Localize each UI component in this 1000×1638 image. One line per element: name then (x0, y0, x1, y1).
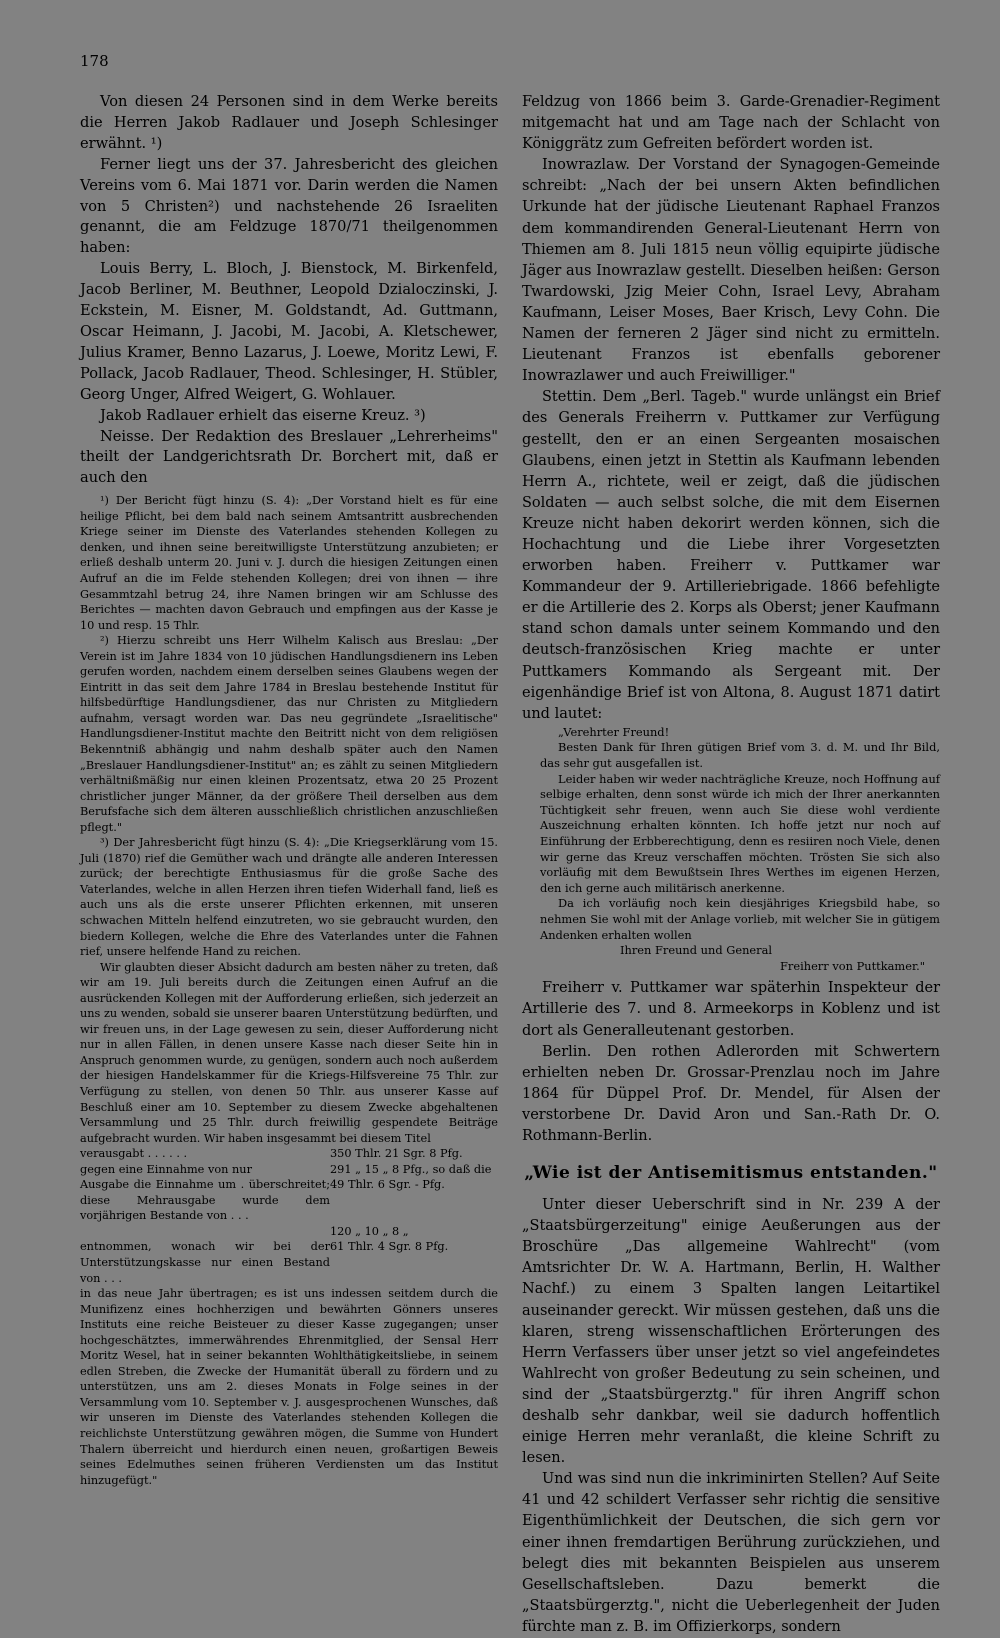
letter-salutation: „Verehrter Freund! (558, 724, 670, 739)
letter-paragraph: Da ich vorläufig noch kein diesjähriges Kriegsbild habe, so nehmen Sie wohl mit der Anlage vorlieb, mit welcher Sie in gütigem Andenken erhalten wollen (540, 896, 940, 942)
quoted-letter (540, 725, 940, 975)
table-row (80, 1162, 498, 1178)
letter-signature: Freiherr von Puttkamer." (780, 958, 926, 973)
account-label: Ausgabe die Einnahme um . überschreitet; diese Mehrausgabe wurde dem vorjährigen Bestande von . . . (80, 1178, 330, 1223)
account-value: 49 Thlr. 6 Sgr. - Pfg. (330, 1178, 445, 1192)
footnote-3-continued: Wir glaubten dieser Absicht dadurch am besten näher zu treten, daß wir am 19. Juli bereits durch die Zeitungen einen Aufruf an die ausrückenden Kollegen mit der Aufforderung erließen, sich jederzeit an uns zu wenden, sobald sie unserer baaren Unterstützung bedürften, und wir freuen uns, in der Lage gewesen zu sein, dieser Aufforderung nicht nur in allen Fällen, in denen unsere Kasse nach dieser Seite hin in Anspruch genommen wurde, zu genügen, sondern auch noch außerdem der hiesigen Handelskammer für die Kriegs-Hilfsvereine 75 Thlr. zur Verfügung zu stellen, von denen 50 Thlr. aus unserer Kasse auf Beschluß einer am 10. September zu diesem Zwecke abgehaltenen Versammlung und 25 Thlr. durch freiwillig gespendete Beiträge aufgebracht wurden. Wir haben insgesammt bei diesem Titel (80, 960, 498, 1145)
footnote-3: ³) Der Jahresbericht fügt hinzu (S. 4): „Die Kriegserklärung vom 15. Juli (1870) rief die Gemüther wach und drängte alle anderen Interessen zurück; der berechtigte Enthusiasmus für die große Sache des Vaterlandes, welche in allen Herzen ihren tiefen Widerhall fand, ließ es auch uns als die erste unserer Pflichten erkennen, mit unseren schwachen Mitteln helfend einzutreten, wo sie gebraucht wurden, den biedern Kollegen, welche die Ehre des Vaterlandes unter die Fahnen rief, unsere helfende Hand zu reichen. (80, 836, 498, 959)
paragraph: Freiherr v. Puttkamer war späterhin Inspekteur der Artillerie des 7. und 8. Armeekorps in Koblenz und ist dort als Generalleutenant gestorben. (522, 980, 940, 1039)
account-value: 61 Thlr. 4 Sgr. 8 Pfg. (330, 1240, 449, 1254)
paragraph: Jakob Radlauer erhielt das eiserne Kreuz. ³) (100, 406, 426, 424)
footnote-2: ²) Hierzu schreibt uns Herr Wilhelm Kalisch aus Breslau: „Der Verein ist im Jahre 1834 von 10 jüdischen Handlungsdienern ins Leben gerufen worden, nachdem einem derselben seines Glaubens wegen der Eintritt in das seit dem Jahre 1784 in Breslau bestehende Institut für hilfsbedürftige Handlungsdiener, das nur Christen zu Mitgliedern aufnahm, versagt worden war. Das neu gegründete „Israelitische" Handlungsdiener-Institut machte den Beitritt nicht von dem religiösen Bekenntniß abhängig und nahm deshalb später auch den Namen „Breslauer Handlungsdiener-Institut" an; es zählt zu seinen Mitgliedern verhältnißmäßig nur einen kleinen Prozentsatz, etwa 20 25 Prozent christlicher junger Männer, da der größere Theil derselben aus dem Berufsfache sich dem älteren ausschließlich christlichen anzuschließen pflegt." (80, 634, 498, 834)
paragraph: Und was sind nun die inkriminirten Stellen? Auf Seite 41 und 42 schildert Verfasser sehr richtig die sensitive Eigenthümlichkeit der Deutschen, die sich gern vor einer ihnen fremdartigen Berührung zurückziehen, und belegt dies mit bekannten Beispielen aus unserem Gesellschaftsleben. Dazu bemerkt die „Staatsbürgerztg.", nicht die Ueberlegenheit der Juden fürchte man z. B. im Offizierkorps, sondern (522, 1471, 940, 1635)
paragraph: Von diesen 24 Personen sind in dem Werke bereits die Herren Jakob Radlauer und Joseph Schlesinger erwähnt. ¹) (80, 93, 498, 152)
section-heading: „Wie ist der Antisemitismus entstanden." (524, 1163, 938, 1184)
paragraph: Stettin. Dem „Berl. Tageb." wurde unlängst ein Brief des Generals Freiherrn v. Puttkamer zur Verfügung gestellt, den er an einen Sergeanten mosaischen Glaubens, einen jetzt in Stettin als Kaufmann lebenden Herrn A., richtete, weil er zeigt, daß die jüdischen Soldaten — auch selbst solche, die mit dem Eisernen Kreuze nicht haben dekorirt werden können, sich die Hochachtung und die Liebe ihrer Vorgesetzten erworben haben. Freiherr v. Puttkamer war Kommandeur der 9. Artilleriebrigade. 1866 befehligte er die Artillerie des 2. Korps als Oberst; jener Kaufmann stand schon damals unter seinem Kommando und den deutsch-französischen Krieg machte er unter Puttkamers Kommando als Sergeant mit. Der eigenhändige Brief ist von Altona, 8. August 1871 datirt und lautet: (522, 389, 940, 722)
table-row (80, 1239, 498, 1286)
table-row (80, 1177, 498, 1224)
account-label: entnommen, wonach wir bei der Unterstützungskasse nur einen Bestand von . . . (80, 1240, 330, 1285)
footnote-1: ¹) Der Bericht fügt hinzu (S. 4): „Der Vorstand hielt es für eine heilige Pflicht, bei dem bald nach seinem Amtsantritt ausbrechenden Kriege seiner im Dienste des Vaterlandes stehenden Kollegen zu denken, und ihnen seine bereitwilligste Unterstützung anzubieten; er erließ deshalb unterm 20. Juni v. J. durch die hiesigen Zeitungen einen Aufruf an die im Felde stehenden Kollegen; drei von ihnen — ihre Gesammtzahl betrug 24, ihre Namen bringen wir am Schlusse des Berichtes — machten davon Gebrauch und empfingen aus der Kasse je 10 und resp. 15 Thlr. (80, 494, 498, 632)
table-row (80, 1146, 498, 1162)
right-main-text (522, 92, 940, 725)
paragraph: Feldzug von 1866 beim 3. Garde-Grenadier-Regiment mitgemacht hat und am Tage nach der Schlacht von Königgrätz zum Gefreiten befördert worden ist. (522, 94, 940, 153)
right-text-after-letter (522, 978, 940, 1147)
right-column (522, 92, 940, 1638)
page-number: 178 (80, 52, 109, 70)
paragraph: Unter dieser Ueberschrift sind in Nr. 239 A der „Staatsbürgerzeitung" einige Aeußerungen aus der Broschüre „Das allgemeine Wahlrecht" (vom Amtsrichter Dr. W. A. Hartmann, Berlin, H. Walther Nachf.) zu einem 3 Spalten langen Leitartikel auseinander gereckt. Wir müssen gestehen, daß uns die klaren, streng wissenschaftlichen Erörterungen des Herrn Verfassers über unser jetzt so viel angefeindetes Wahlrecht von großer Bedeutung zu sein scheinen, und sind der „Staatsbürgerztg." für ihren Angriff schon deshalb sehr dankbar, weil sie dadurch hoffentlich einige Herren mehr veranlaßt, die kleine Schrift zu lesen. (522, 1197, 940, 1467)
footnote-3-end: in das neue Jahr übertragen; es ist uns indessen seitdem durch die Munifizenz eines hochherzigen und bewährten Gönners unseres Instituts eine reiche Beisteuer zu dieser Kasse zugegangen; unser hochgeschätztes, immerwährendes Ehrenmitglied, der Sensal Herr Moritz Wesel, hat in seiner bekannten Wohlthätigkeitsliebe, in seinem edlen Streben, die Zwecke der Humanität überall zu fördern und zu unterstützen, uns am 2. dieses Monats in Folge seines in der Versammlung vom 10. September v. J. ausgesprochenen Wunsches, daß wir unseren im Dienste des Vaterlandes stehenden Kollegen die reichlichste Unterstützung gewähren mögen, die Summe von Hundert Thalern überreicht und hierdurch einen neuen, großartigen Beweis seines Edelmuthes seinen früheren Verdiensten um das Institut hinzugefügt." (80, 1287, 498, 1487)
account-label (80, 1224, 330, 1240)
paragraph: Berlin. Den rothen Adlerorden mit Schwertern erhielten neben Dr. Grossar-Prenzlau noch im Jahre 1864 für Düppel Prof. Dr. Mendel, für Alsen der verstorbene Dr. David Aron und San.-Rath Dr. O. Rothmann-Berlin. (522, 1043, 940, 1144)
paragraph: Neisse. Der Redaktion des Breslauer „Lehrerheims" theilt der Landgerichtsrath Dr. Borchert mit, daß er auch den (80, 427, 498, 487)
account-value: 120 „ 10 „ 8 „ (330, 1224, 409, 1238)
account-value: 291 „ 15 „ 8 Pfg., so daß die (330, 1162, 492, 1176)
account-label: verausgabt . . . . . . (80, 1147, 188, 1161)
footnotes (80, 493, 498, 1488)
letter-paragraph: Besten Dank für Ihren gütigen Brief vom 3. d. M. und Ihr Bild, das sehr gut ausgefallen ist. (540, 740, 940, 770)
accounts-table (80, 1146, 498, 1286)
account-label: gegen eine Einnahme von nur (80, 1162, 252, 1176)
paragraph: Inowrazlaw. Der Vorstand der Synagogen-Gemeinde schreibt: „Nach der bei unsern Akten befindlichen Urkunde hat der jüdische Lieutenant Raphael Franzos dem kommandirenden General-Lieutenant Herrn von Thiemen am 8. Juli 1815 neun völlig equipirte jüdische Jäger aus Inowrazlaw gestellt. Dieselben heißen: Gerson Twardowski, Jzig Meier Cohn, Israel Levy, Abraham Kaufmann, Leiser Moses, Baer Krisch, Levy Cohn. Die Namen der ferneren 2 Jäger sind nicht zu ermitteln. Lieutenant Franzos ist ebenfalls geborener Inowrazlawer und auch Freiwilliger." (522, 157, 940, 385)
letter-closing: Ihren Freund und General (620, 943, 773, 958)
section-text (522, 1195, 940, 1638)
paragraph: Ferner liegt uns der 37. Jahresbericht des gleichen Vereins vom 6. Mai 1871 vor. Darin werden die Namen von 5 Christen²) und nachstehende 26 Israeliten genannt, die am Feldzuge 1870/71 theilgenommen haben: (80, 155, 498, 257)
left-main-text (80, 92, 498, 489)
letter-paragraph: Leider haben wir weder nachträgliche Kreuze, noch Hoffnung auf selbige erhalten, denn sonst würde ich mich der Ihrer anerkannten Tüchtigkeit sehr freuen, wenn auch Sie diese wohl verdiente Auszeichnung erhalten könnten. Ich hoffe jetzt nur noch auf Einführung der Erbberechtigung, denn es resiiren noch Viele, denen wir gerne das Kreuz verschaffen möchten. Trösten Sie sich also vorläufig mit dem Bewußtsein Ihres Werthes im eigenen Herzen, den ich gerne auch militärisch anerkenne. (540, 771, 940, 895)
names-list: Louis Berry, L. Bloch, J. Bienstock, M. Birkenfeld, Jacob Berliner, M. Beuthner, Leopold Dzialoczinski, J. Eckstein, M. Eisner, M. Goldstandt, Ad. Guttmann, Oscar Heimann, J. Jacobi, M. Jacobi, A. Kletschewer, Julius Kramer, Benno Lazarus, J. Loewe, Moritz Lewi, F. Pollack, Jacob Radlauer, Theod. Schlesinger, H. Stübler, Georg Unger, Alfred Weigert, G. Wohlauer. (80, 260, 498, 403)
account-value: 350 Thlr. 21 Sgr. 8 Pfg. (330, 1147, 463, 1161)
table-row (80, 1224, 498, 1240)
left-column (80, 92, 498, 1488)
